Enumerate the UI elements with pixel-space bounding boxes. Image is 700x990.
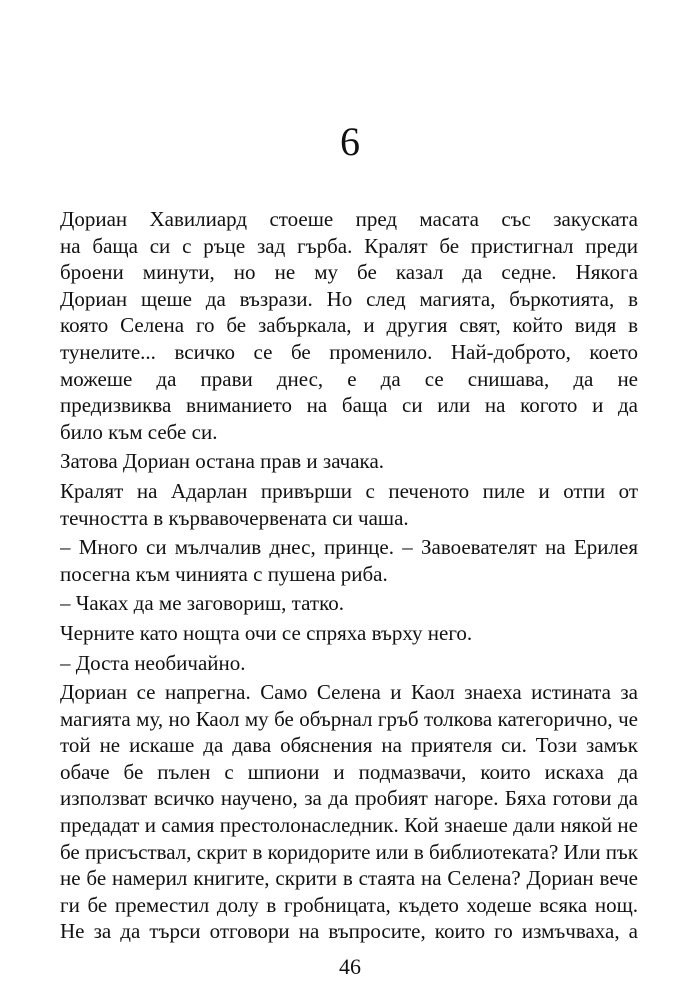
text-line: бе присъствал, скрит в коридорите или в библиотеката? Или пък (60, 839, 638, 864)
text-line: обаче бе пълен с шпиони и подмазвачи, които искаха да (60, 759, 638, 784)
text-line: посегна към чинията с пушена риба. (60, 561, 388, 586)
paragraph (60, 650, 638, 677)
text-line: – Доста необичайно. (60, 650, 246, 675)
text-line: било към себе си. (60, 419, 218, 444)
text-line: Дориан се напрегна. Само Селена и Каол знаеха истината за (60, 680, 638, 705)
text-line: която Селена го бе забъркала, и другия свят, който видя в (60, 313, 638, 338)
page-number: 46 (339, 954, 361, 979)
text-line: използват всичко научено, за да пробият нагоре. Бяха готови да (60, 786, 638, 811)
text-line: – Чаках да ме заговориш, татко. (60, 591, 344, 616)
chapter-body-text (60, 206, 638, 948)
paragraph (60, 206, 638, 445)
text-line: Черните като нощта очи се спряха върху него. (60, 620, 473, 645)
paragraph (60, 478, 638, 531)
text-line: Кралят на Адарлан привърши с печеното пиле и отпи от (60, 478, 638, 503)
chapter-number: 6 (340, 119, 360, 164)
text-line: на баща си с ръце зад гърба. Кралят бе пристигнал преди (60, 233, 638, 258)
text-line: броени минути, но не му бе казал да седне. Някога (60, 260, 638, 285)
text-line: ги бе преместил долу в гробницата, където ходеше всяка нощ. (60, 892, 638, 917)
text-line: предадат и самия престолонаследник. Кой знаеше дали някой не (60, 813, 638, 838)
paragraph (60, 620, 638, 647)
text-line: не бе намерил книгите, скрити в стаята на Селена? Дориан вече (60, 866, 638, 891)
text-line: можеше да прави днес, е да се снишава, да не (60, 366, 638, 391)
text-line: Дориан щеше да възрази. Но след магията, бъркотията, в (60, 286, 638, 311)
text-line: магията му, но Каол му бе обърнал гръб толкова категорично, че (60, 706, 638, 731)
text-line: тунелите... всичко се бе променило. Най-доброто, което (60, 339, 638, 364)
paragraph (60, 679, 638, 945)
paragraph (60, 534, 638, 587)
text-line: Не за да търси отговори на въпросите, които го измъчваха, а (60, 919, 638, 944)
paragraph (60, 448, 638, 475)
text-line: – Много си мълчалив днес, принце. – Завоевателят на Ерилея (60, 535, 638, 560)
text-line: предизвиква вниманието на баща си или на когото и да (60, 393, 638, 418)
paragraph (60, 590, 638, 617)
text-line: Затова Дориан остана прав и зачака. (60, 449, 385, 474)
text-line: той не искаше да дава обяснения на приятеля си. Този замък (60, 733, 638, 758)
text-line: течността в кървавочервената си чаша. (60, 505, 409, 530)
text-line: Дориан Хавилиард стоеше пред масата със закуската (60, 207, 638, 231)
